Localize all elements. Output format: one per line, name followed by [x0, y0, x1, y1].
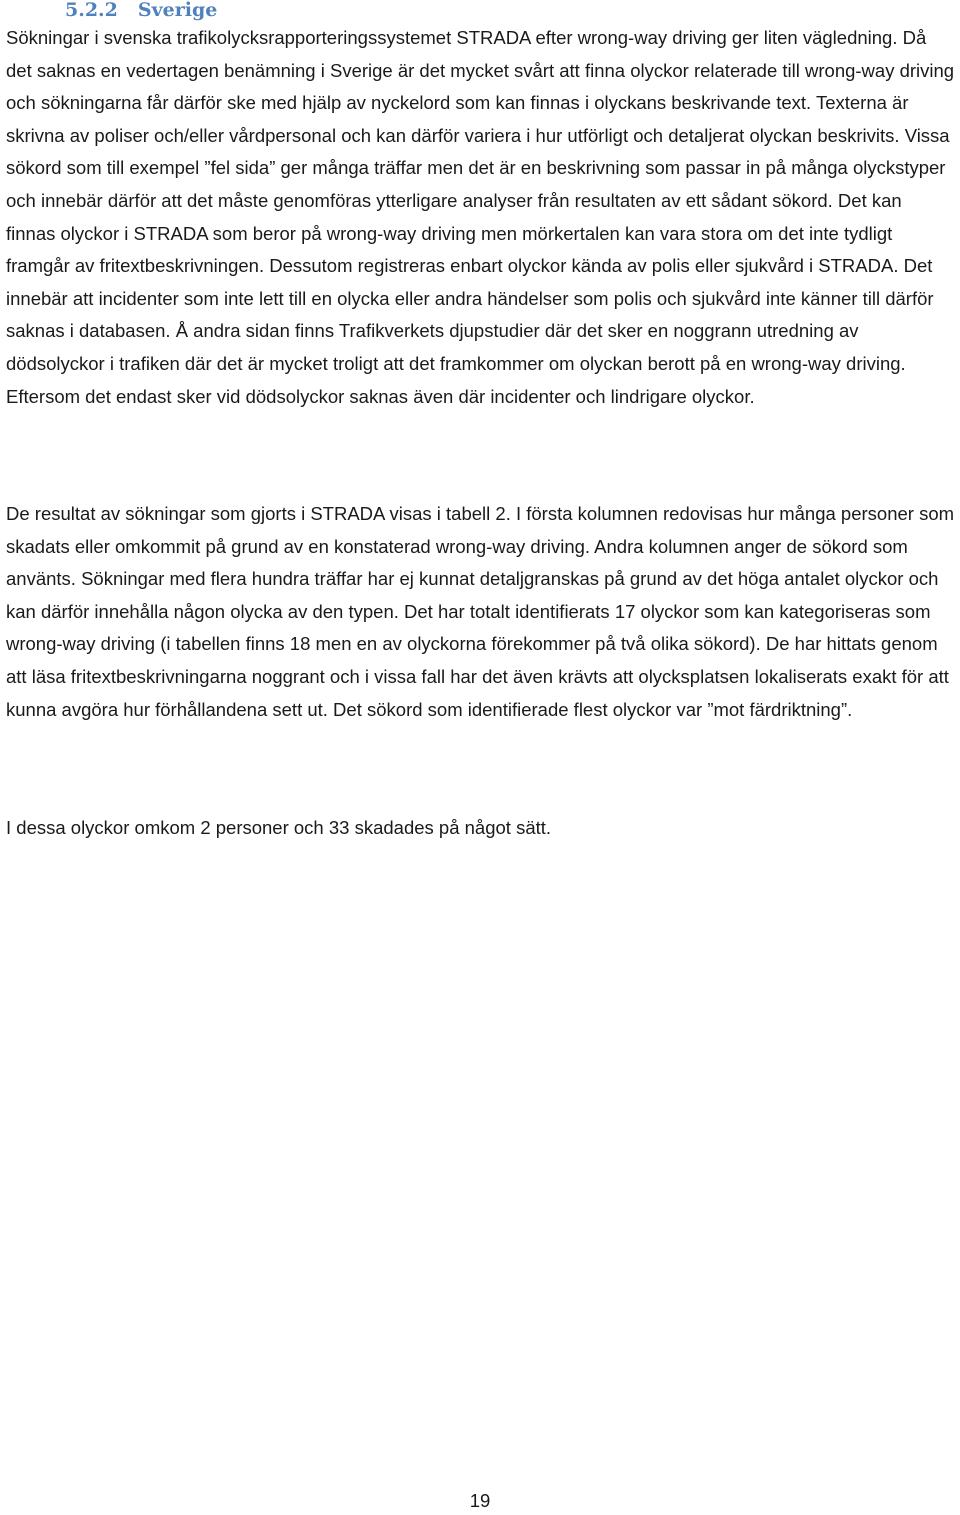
body-paragraph: De resultat av sökningar som gjorts i STRADA visas i tabell 2. I första kolumnen redovisas hur många personer som skadats eller omkommit på grund av en konstaterad wrong-way driving. Andra kolumnen anger de sökord som använts. Sökningar med flera hundra träffar har ej kunnat detaljgranskas på grund av det höga antalet olyckor och kan därför innehålla någon olycka av den typen. Det har totalt identifierats 17 olyckor som kan kategoriseras som wrong-way driving (i tabellen finns 18 men en av olyckorna förekommer på två olika sökord). De har hittats genom att läsa fritextbeskrivningarna noggrant och i vissa fall har det även krävts att olycksplatsen lokaliserats exakt för att kunna avgöra hur förhållandena sett ut. Det sökord som identifierade flest olyckor var ”mot färdriktning”. — [6, 503, 955, 720]
section-number: 5.2.2 — [65, 0, 118, 21]
page-number: 19 — [469, 1490, 491, 1511]
body-paragraph: I dessa olyckor omkom 2 personer och 33 skadades på något sätt. — [6, 817, 552, 838]
section-title: Sverige — [137, 0, 218, 21]
body-paragraph: Sökningar i svenska trafikolycksrapporteringssystemet STRADA efter wrong-way driving ger liten vägledning. Då det saknas en vedertagen benämning i Sverige är det mycket svårt att finna olyckor relaterade till wrong-way driving och sökningarna får därför ske med hjälp av nyckelord som kan finnas i olyckans beskrivande text. Texterna är skrivna av poliser och/eller vårdpersonal och kan därför variera i hur utförligt och detaljerat olyckan beskrivits. Vissa sökord som till exempel ”fel sida” ger många träffar men det är en beskrivning som passar in på många olyckstyper och innebär därför att det måste genomföras ytterligare analyser från resultaten av ett sådant sökord. Det kan finnas olyckor i STRADA som beror på wrong-way driving men mörkertalen kan vara stora om det inte tydligt framgår av fritextbeskrivningen. Dessutom registreras enbart olyckor kända av polis eller sjukvård i STRADA. Det innebär att incidenter som inte lett till en olycka eller andra händelser som polis och sjukvård inte känner till därför saknas i databasen. Å andra sidan finns Trafikverkets djupstudier där det sker en noggrann utredning av dödsolyckor i trafiken där det är mycket troligt att det framkommer om olyckan berott på en wrong-way driving. Eftersom det endast sker vid dödsolyckor saknas även där incidenter och lindrigare olyckor. — [6, 27, 955, 407]
section-heading — [65, 0, 217, 23]
